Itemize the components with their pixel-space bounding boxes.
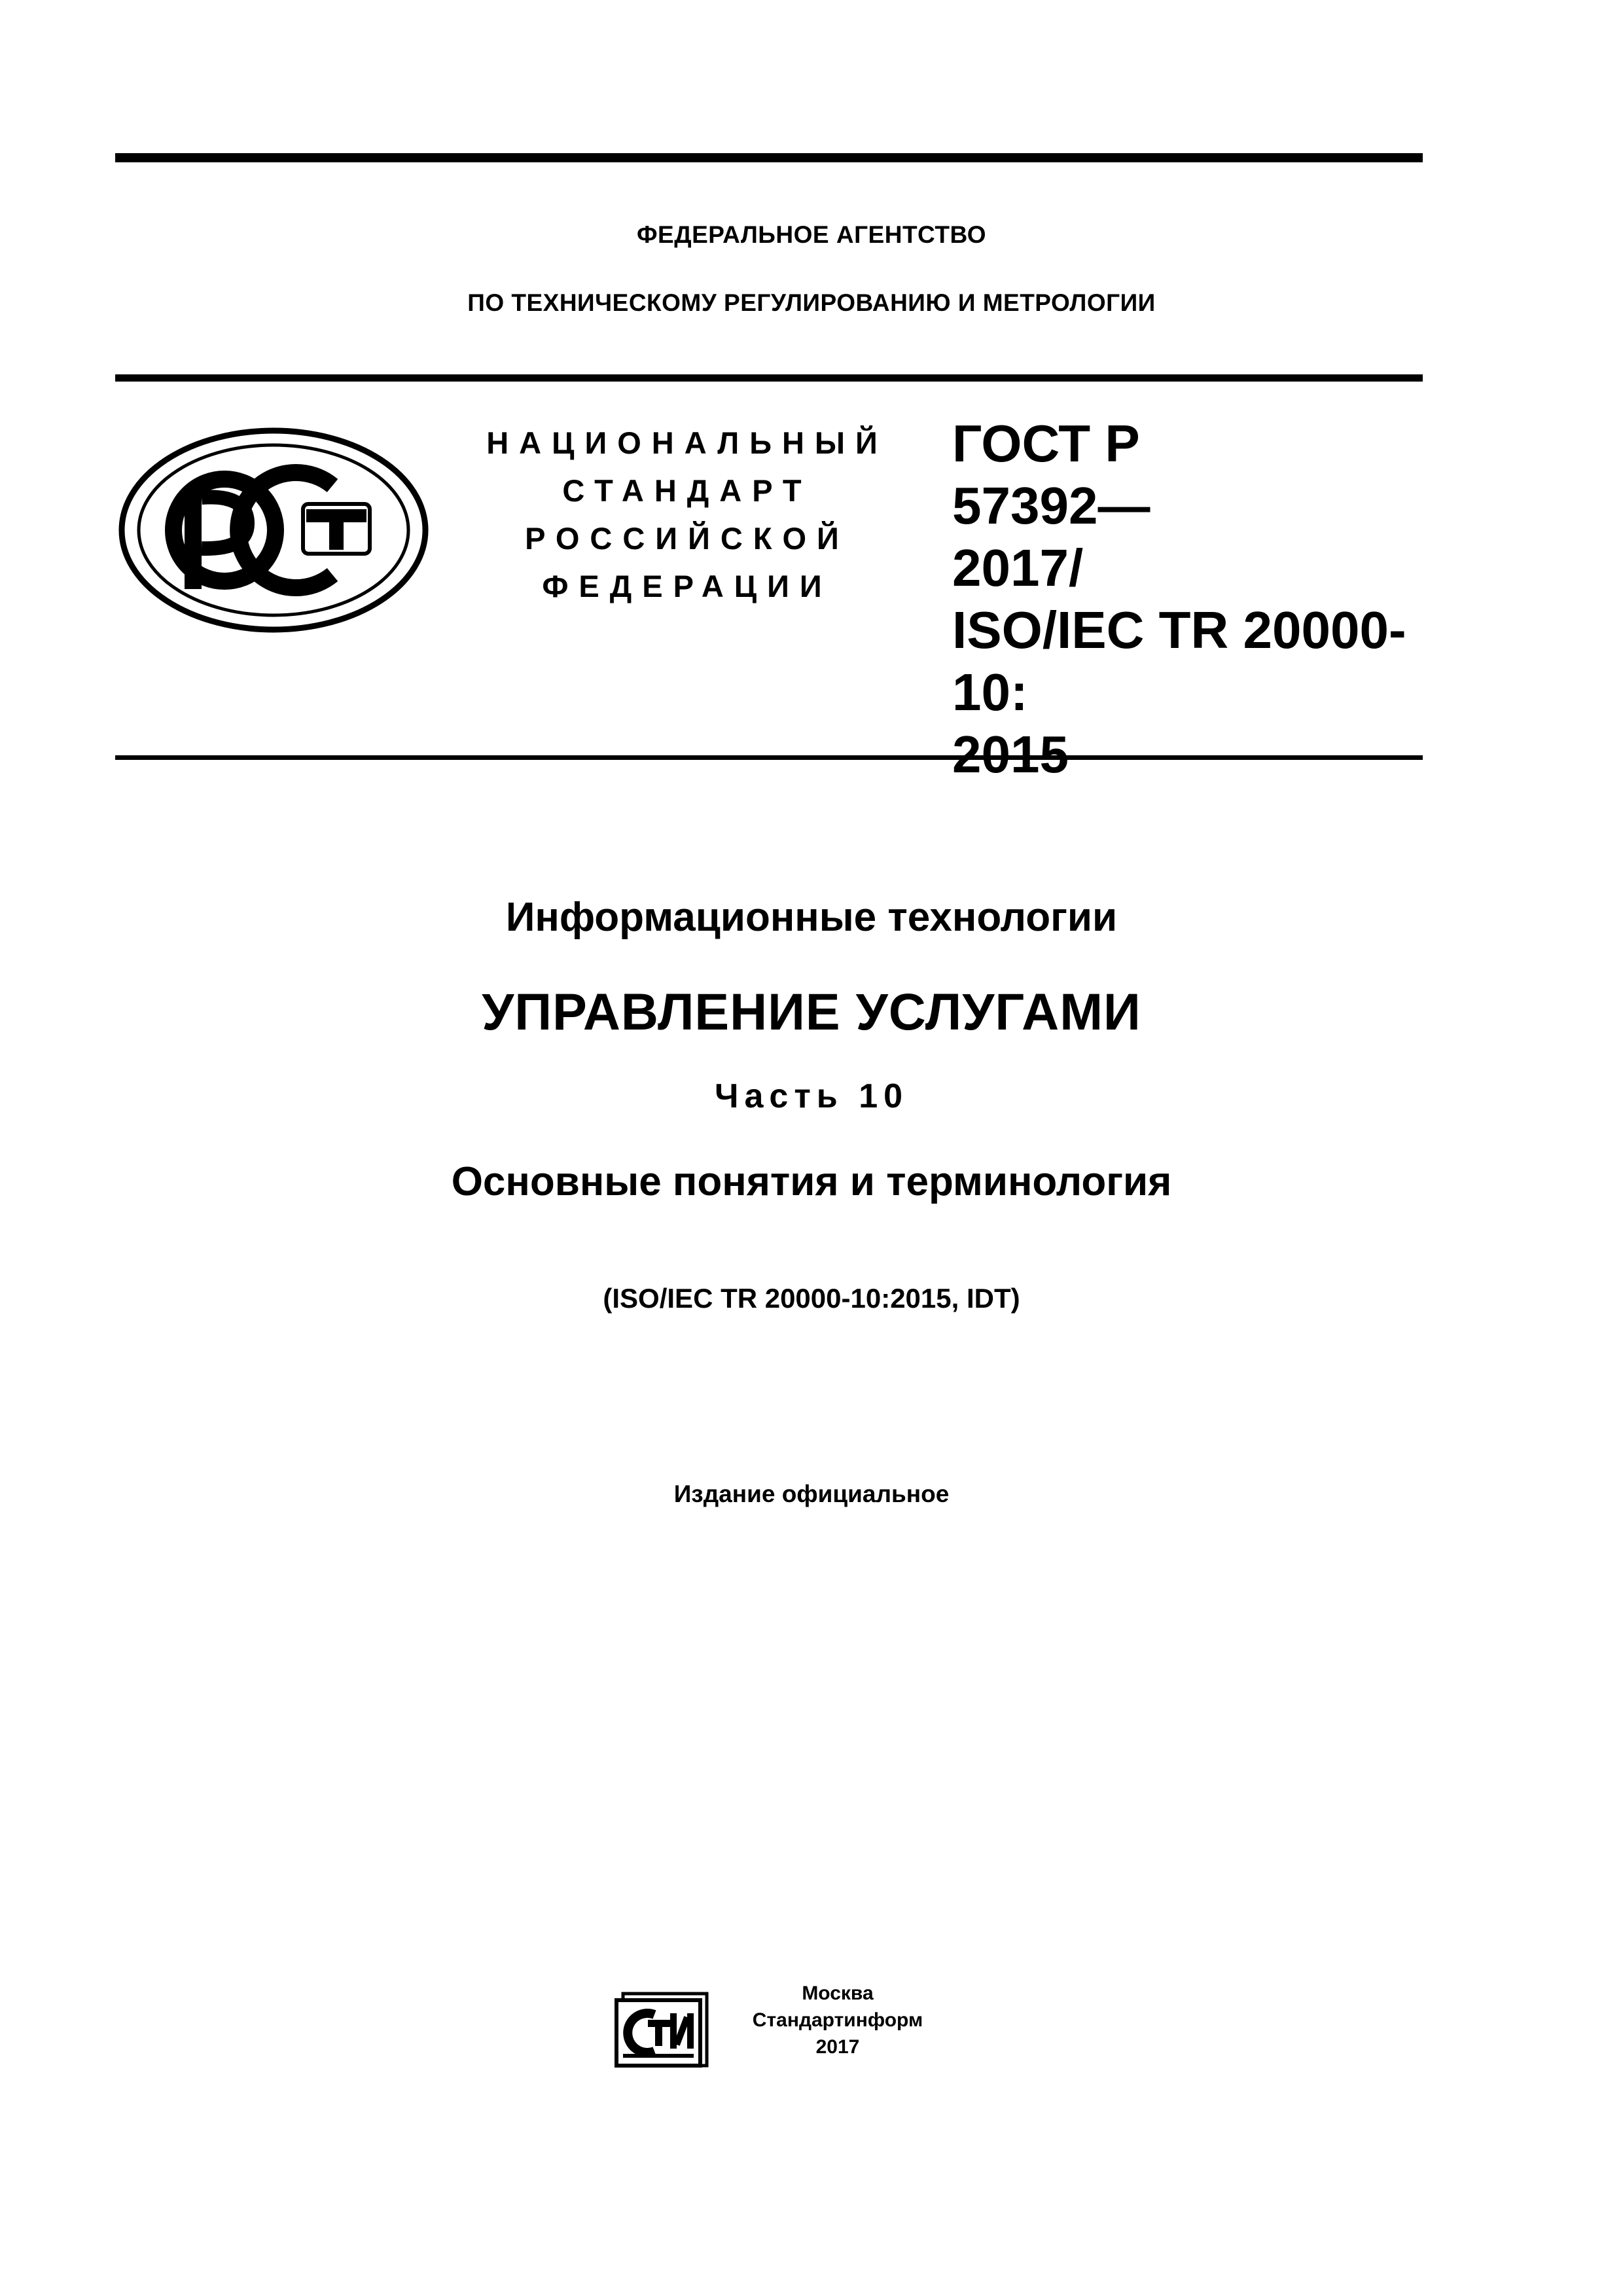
designation-line: ГОСТ Р xyxy=(952,414,1140,473)
standartinform-logo-icon xyxy=(614,1991,709,2068)
national-standard-line: РОССИЙСКОЙ xyxy=(525,521,849,556)
publisher-block xyxy=(740,1980,936,2060)
title-main: УПРАВЛЕНИЕ УСЛУГАМИ xyxy=(482,982,1141,1041)
national-standard-label xyxy=(471,419,903,610)
designation-line: ISO/IEC TR 20000-10: xyxy=(952,601,1406,721)
publisher-name: Стандартинформ xyxy=(752,2009,923,2031)
national-standard-line: ФЕДЕРАЦИИ xyxy=(542,569,832,603)
title-line-1: Информационные технологии xyxy=(505,895,1118,940)
title-part: Часть 10 xyxy=(714,1077,909,1115)
header-rule xyxy=(115,374,1423,382)
rst-gost-emblem-icon xyxy=(116,425,431,635)
top-rule xyxy=(115,153,1423,162)
publisher-year: 2017 xyxy=(815,2036,860,2058)
agency-line-2: ПО ТЕХНИЧЕСКОМУ РЕГУЛИРОВАНИЮ И МЕТРОЛОГИИ xyxy=(467,289,1156,316)
national-standard-line: СТАНДАРТ xyxy=(562,473,812,508)
standard-designation xyxy=(952,412,1423,785)
national-standard-line: НАЦИОНАЛЬНЫЙ xyxy=(486,425,888,460)
iso-reference: (ISO/IEC TR 20000-10:2015, IDT) xyxy=(603,1283,1020,1314)
publisher-city: Москва xyxy=(802,1982,874,2004)
title-subtitle: Основные понятия и терминология xyxy=(451,1159,1172,1204)
designation-line: 2017/ xyxy=(952,539,1084,597)
designation-line: 2015 xyxy=(952,725,1069,783)
edition-label: Издание официальное xyxy=(673,1480,950,1507)
agency-line-1: ФЕДЕРАЛЬНОЕ АГЕНТСТВО xyxy=(636,221,987,248)
designation-line: 57392— xyxy=(952,476,1150,535)
